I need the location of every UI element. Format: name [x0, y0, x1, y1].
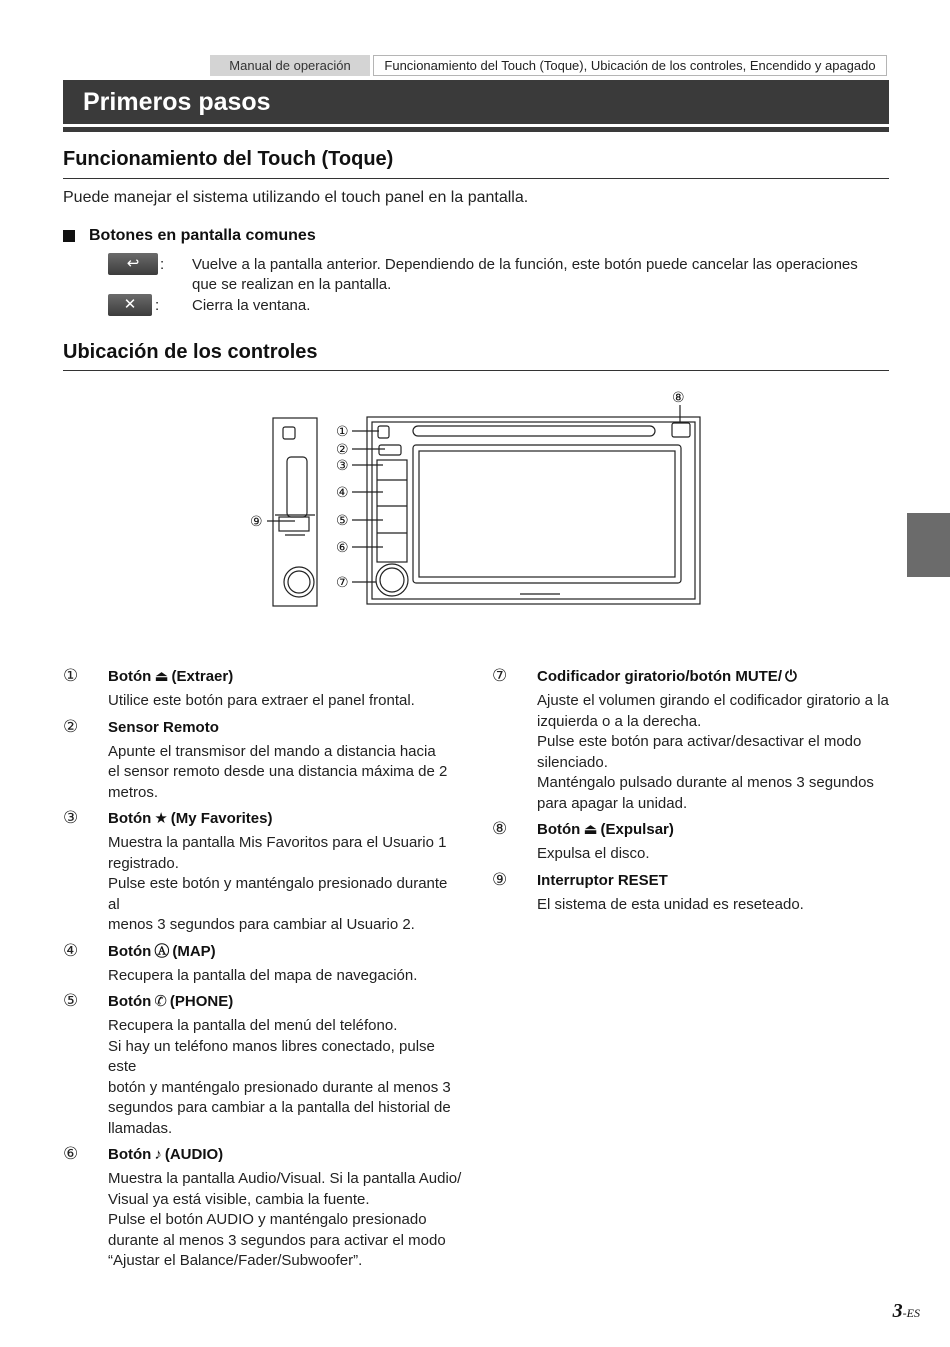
item-description-line: Utilice este botón para extraer el panel frontal. [108, 692, 415, 709]
screen-inner [419, 451, 675, 577]
disc-slot [413, 426, 655, 436]
item-title: Codificador giratorio/botón MUTE/ ⏻ [537, 668, 797, 685]
list-item [492, 871, 892, 916]
power-icon: ⏻ [784, 668, 797, 685]
star-icon: ★ [154, 810, 168, 827]
callout-9: ⑨ [250, 514, 263, 530]
list-item [63, 809, 463, 936]
subheading-common-buttons: Botones en pantalla comunes [89, 227, 316, 244]
item-description-line: izquierda o a la derecha. [537, 712, 702, 730]
item-number: ① [63, 666, 79, 685]
item-description-line: Muestra la pantalla Audio/Visual. Si la pantalla Audio/ [108, 1170, 462, 1187]
callout-4: ④ [336, 485, 349, 501]
list-item [63, 992, 463, 1139]
chapter-banner [63, 80, 889, 124]
breadcrumb-manual: Manual de operación [210, 55, 370, 76]
page-number: 3-ES [892, 1300, 920, 1322]
item-number: ④ [63, 940, 79, 960]
close-icon: ✕ [108, 294, 152, 316]
list-item [63, 667, 463, 712]
callout-7: ⑦ [336, 575, 349, 591]
breadcrumb-section: Funcionamiento del Touch (Toque), Ubicación de los controles, Encendido y apagado [373, 55, 887, 76]
eject-icon: ⏏ [583, 821, 598, 838]
remote-sensor-shape [379, 445, 401, 455]
item-title: Botón ★ (My Favorites) [108, 810, 273, 827]
callout-2: ② [336, 442, 349, 458]
back-button-desc-line2: que se realizan en la pantalla. [192, 276, 392, 293]
controls-list-right [492, 667, 892, 921]
item-number: ⑦ [492, 666, 508, 685]
item-description-line: Apunte el transmisor del mando a distancia hacia [108, 742, 436, 760]
back-button-desc-line1: Vuelve a la pantalla anterior. Dependiendo de la función, este botón puede cancelar las operaciones [192, 256, 858, 273]
item-description-line: Manténgalo pulsado durante al menos 3 segundos [537, 774, 874, 791]
chapter-title: Primeros pasos [83, 88, 271, 116]
item-title: Botón Ⓐ (MAP) [108, 942, 216, 960]
item-description-line: para apagar la unidad. [537, 794, 688, 812]
phone-icon: ✆ [154, 993, 167, 1010]
colon: : [160, 256, 165, 273]
side-top-button [283, 427, 295, 439]
item-number: ② [63, 716, 79, 736]
item-description-line: segundos para cambiar a la pantalla del historial de [108, 1099, 451, 1116]
side-panel-outline [273, 418, 317, 606]
item-description-line: “Ajustar el Balance/Fader/Subwoofer”. [108, 1252, 363, 1269]
item-description-line: Recupera la pantalla del menú del teléfono. [108, 1017, 398, 1034]
list-item [63, 942, 463, 987]
eject-button-shape [672, 423, 690, 437]
item-title: Sensor Remoto [108, 718, 219, 736]
map-icon: Ⓐ [154, 942, 170, 960]
item-number: ⑤ [63, 991, 79, 1010]
section-rule-controls [63, 370, 889, 371]
callout-3: ③ [336, 458, 349, 474]
item-description-line: el sensor remoto desde una distancia máxima de 2 [108, 763, 448, 780]
item-description-line: metros. [108, 783, 159, 801]
item-number: ⑥ [63, 1144, 79, 1163]
item-description-line: Pulse el botón AUDIO y manténgalo presionado [108, 1211, 427, 1228]
close-button-desc: Cierra la ventana. [192, 297, 311, 314]
item-title: Botón ♪ (AUDIO) [108, 1146, 224, 1163]
list-item [63, 1145, 463, 1272]
release-button-shape [378, 426, 389, 438]
back-arrow-icon: ↩ [108, 253, 158, 275]
callout-8: ⑧ [672, 390, 685, 406]
item-description-line: Recupera la pantalla del mapa de navegación. [108, 966, 418, 984]
section-title-controls: Ubicación de los controles [63, 341, 318, 363]
rotary-knob [376, 564, 408, 596]
side-connector [287, 457, 307, 517]
item-description-line: durante al menos 3 segundos para activar el modo [108, 1231, 446, 1249]
side-tab-marker [907, 513, 950, 577]
item-description-line: Visual ya está visible, cambia la fuente. [108, 1190, 370, 1208]
list-item [492, 667, 892, 814]
item-description-line: registrado. [108, 854, 179, 872]
colon: : [155, 297, 160, 314]
item-description-line: Si hay un teléfono manos libres conectado, pulse este [108, 1037, 435, 1075]
item-title: Botón ⏏ (Expulsar) [537, 821, 674, 838]
item-description-line: menos 3 segundos para cambiar al Usuario 2. [108, 916, 415, 933]
music-note-icon: ♪ [154, 1146, 162, 1163]
eject-panel-icon: ⏏ [154, 668, 169, 685]
list-item [63, 718, 463, 804]
callout-1: ① [336, 424, 349, 440]
item-description-line: llamadas. [108, 1119, 173, 1137]
section-title-touch: Funcionamiento del Touch (Toque) [63, 148, 394, 170]
item-number: ⑨ [492, 869, 508, 889]
section-rule-touch [63, 178, 889, 179]
screen-outer [413, 445, 681, 583]
item-number: ③ [63, 808, 79, 827]
device-diagram [245, 385, 710, 615]
controls-list-left [63, 667, 463, 1278]
list-item [492, 820, 892, 865]
item-description-line: Muestra la pantalla Mis Favoritos para el Usuario 1 [108, 834, 447, 851]
item-title: Interruptor RESET [537, 871, 668, 889]
item-title: Botón ✆ (PHONE) [108, 993, 234, 1010]
item-description-line: Pulse este botón para activar/desactivar el modo [537, 733, 862, 750]
bullet-square-icon [63, 230, 75, 242]
item-description-line: silenciado. [537, 753, 608, 771]
item-description-line: Pulse este botón y manténgalo presionado durante al [108, 875, 448, 913]
item-title: Botón ⏏ (Extraer) [108, 668, 234, 685]
callout-5: ⑤ [336, 513, 349, 529]
chapter-underline [63, 127, 889, 132]
item-number: ⑧ [492, 819, 508, 838]
item-description-line: Ajuste el volumen girando el codificador giratorio a la [537, 692, 889, 709]
touch-intro: Puede manejar el sistema utilizando el touch panel en la pantalla. [63, 189, 529, 206]
item-description-line: botón y manténgalo presionado durante al menos 3 [108, 1078, 451, 1096]
callout-6: ⑥ [336, 540, 349, 556]
item-description-line: El sistema de esta unidad es reseteado. [537, 895, 804, 913]
item-description-line: Expulsa el disco. [537, 845, 650, 862]
